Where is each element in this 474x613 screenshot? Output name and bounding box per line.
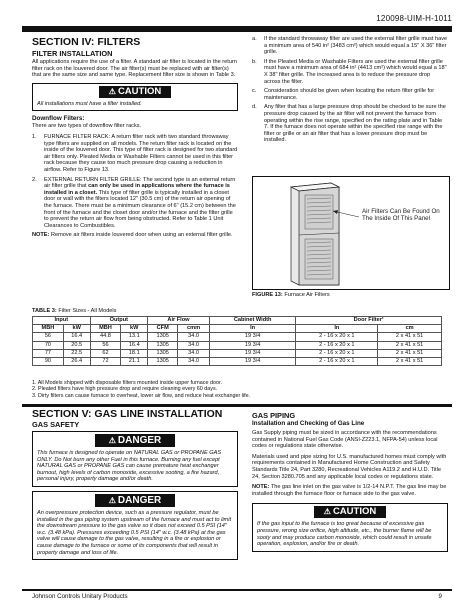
furnace-illustration bbox=[253, 177, 449, 289]
figure-callout: Air Filters Can Be Found On The Inside Of This Panel bbox=[362, 208, 440, 223]
column-header: In bbox=[296, 325, 378, 333]
column-header: MBH bbox=[90, 325, 121, 333]
table-cell: 26.4 bbox=[63, 357, 90, 365]
table-cell: 62 bbox=[90, 349, 121, 357]
note-label: NOTE: bbox=[32, 232, 50, 239]
danger-header bbox=[95, 434, 175, 447]
list-item bbox=[252, 59, 448, 85]
caution-box bbox=[32, 83, 238, 112]
figure-caption-label: FIGURE 13: bbox=[252, 292, 283, 298]
table-caption-text: Filter Sizes - All Models bbox=[58, 308, 117, 314]
section-rule bbox=[22, 404, 452, 407]
list-item-text: EXTERNAL RETURN FILTER GRILLE: The second type is an external return air filter grille that bbox=[44, 176, 236, 190]
column-header: MBH bbox=[33, 325, 64, 333]
danger-label: DANGER bbox=[117, 494, 162, 506]
list-letter: b. bbox=[252, 58, 257, 65]
danger-box bbox=[32, 431, 238, 487]
column-header: In bbox=[209, 325, 296, 333]
list-letter: d. bbox=[252, 104, 257, 111]
danger-text: This furnace is designed to operate on NATURAL GAS or PROPANE GAS ONLY. Do Not burn any other Fuel in this furnace. Burning any fuel except NATURAL GAS or PROPANE GAS can cause premature heat exchanger burnout, high levels of carbon monoxide, excessive sooting, a fire hazard, personal injury, property damage and/or death. bbox=[37, 450, 222, 483]
table-cell: 2 - 16 x 20 x 1 bbox=[296, 349, 378, 357]
table-cell: 22.5 bbox=[63, 349, 90, 357]
warning-triangle-icon: ⚠ bbox=[108, 495, 116, 505]
furnace-figure bbox=[252, 176, 450, 290]
warning-triangle-icon: ⚠ bbox=[323, 507, 331, 517]
table-cell: 2 x 41 x 51 bbox=[378, 333, 442, 341]
table-cell: 2 - 16 x 20 x 1 bbox=[296, 341, 378, 349]
list-item bbox=[32, 177, 238, 230]
warning-triangle-icon: ⚠ bbox=[108, 436, 116, 445]
table-cell: 19 3/4 bbox=[209, 341, 296, 349]
list-item bbox=[32, 134, 238, 174]
table-cell: 56 bbox=[33, 333, 64, 341]
table-note: 2. Pleated filters have high pressure drop and require cleaning every 60 days. bbox=[32, 386, 218, 393]
table-row bbox=[33, 341, 442, 349]
list-item-text: If the standard throwaway filter are used the external filter grille must have a minimum area of 540 in² (3483 cm²) which would equal a 15" X 36" filter grille. bbox=[264, 36, 448, 56]
table-sub-header-row bbox=[33, 325, 442, 333]
gas-safety-title: GAS SAFETY bbox=[32, 420, 80, 429]
list-number: 1. bbox=[32, 133, 37, 140]
grille-requirements bbox=[252, 36, 448, 147]
table-cell: 2 - 16 x 20 x 1 bbox=[296, 333, 378, 341]
table-cell: 56 bbox=[90, 341, 121, 349]
table-notes bbox=[32, 380, 432, 399]
table-cell: 21.1 bbox=[121, 357, 148, 365]
table-cell: 20.5 bbox=[63, 341, 90, 349]
danger-text: An overpressure protection device, such as a pressure regulator, must be installed in the gas piping system upstream of the furnace and must act to limit the downstream pressure to the gas valve so it does not exceed 0.5 PSI (14" w.c. (3.48 kPa). Pressures exceeding 0.5 PSI (14" w.c. (3.48 kPa) at the gas valve will cause damage to the gas valve, resulting in a fire or explosion or cause damage to the furnace or some of its components that will result in property damage and loss of life. bbox=[37, 509, 232, 556]
figure-caption bbox=[252, 292, 330, 298]
table-cell: 1305 bbox=[148, 333, 178, 341]
table-cell: 19 3/4 bbox=[209, 357, 296, 365]
caution-box bbox=[252, 503, 448, 551]
warning-triangle-icon: ⚠ bbox=[108, 86, 116, 96]
gas-piping-subtitle: Installation and Checking of Gas Line bbox=[252, 420, 365, 427]
table-cell: 19 3/4 bbox=[209, 333, 296, 341]
column-header: CFM bbox=[148, 325, 178, 333]
table-cell: 19 3/4 bbox=[209, 349, 296, 357]
table-cell: 2 x 41 x 51 bbox=[378, 341, 442, 349]
footer-rule bbox=[22, 589, 452, 591]
table-cell: 77 bbox=[33, 349, 64, 357]
list-item bbox=[252, 36, 448, 56]
table-cell: 70 bbox=[33, 341, 64, 349]
caution-text: If the gas input to the furnace is too great because of excessive gas pressure, wrong size orifice, high altitude, etc., the burner flame will be sooty and may produce carbon monoxide, which could result in unsafe operation, explosion, and/or fire or death. bbox=[257, 521, 432, 548]
list-item bbox=[252, 104, 448, 144]
list-letter: a. bbox=[252, 36, 257, 42]
table-caption bbox=[32, 308, 116, 314]
column-header: kW bbox=[121, 325, 148, 333]
table-cell: 13.1 bbox=[121, 333, 148, 341]
section-title: SECTION V: GAS LINE INSTALLATION bbox=[32, 408, 223, 420]
table-row bbox=[33, 357, 442, 365]
list-item-text: Consideration should be given when locating the return filter grille for maintenance. bbox=[264, 88, 435, 101]
column-header: cmm bbox=[178, 325, 210, 333]
grille-list bbox=[252, 36, 448, 144]
page-number: 9 bbox=[438, 593, 442, 600]
table-cell: 34.0 bbox=[178, 341, 210, 349]
caution-label: CAUTION bbox=[117, 85, 162, 97]
document-number: 120098-UIM-H-1011 bbox=[376, 14, 452, 23]
list-item-emphasis: can only be used in applications where the furnace is installed in a closet. bbox=[44, 183, 230, 196]
gas-piping-title: GAS PIPING bbox=[252, 411, 296, 420]
list-letter: c. bbox=[252, 88, 257, 95]
danger-header bbox=[95, 494, 175, 507]
figure-caption-text: Furnace Air Filters bbox=[284, 292, 330, 298]
table-cell: 90 bbox=[33, 357, 64, 365]
table-cell: 34.0 bbox=[178, 349, 210, 357]
table-cell: 1305 bbox=[148, 349, 178, 357]
table-group-header-row bbox=[33, 317, 442, 325]
table-row bbox=[33, 333, 442, 341]
list-item-text: FURNACE FILTER RACK: A return filter rack with two standard throwaway type filters are supplied on all models. The return filter rack is located on the inside of the louvered door. This type of filter rack is designed for two standard air filters only. Pleated Media or Washable Filters cannot be used in this filter rack because they cause too much pressure drop causing a reduction in airflow. Refer to Figure 13. bbox=[44, 133, 238, 173]
column-header: Output bbox=[90, 317, 148, 325]
table-cell: 2 - 16 x 20 x 1 bbox=[296, 357, 378, 365]
table-cell: 16.4 bbox=[63, 333, 90, 341]
table-note: 3. Dirty filters can cause furnace to overheat, lower air flow, and reduce heat exchanger life. bbox=[32, 392, 251, 399]
caution-text: All installations must have a filter installed. bbox=[37, 100, 142, 107]
table-cell: 44.8 bbox=[90, 333, 121, 341]
table-cell: 72 bbox=[90, 357, 121, 365]
danger-label: DANGER bbox=[117, 435, 162, 446]
downflow-title: Downflow Filters: bbox=[32, 115, 85, 123]
gas-piping-section bbox=[252, 408, 448, 556]
column-header: kW bbox=[63, 325, 90, 333]
column-header: Air Flow bbox=[148, 317, 210, 325]
caution-label: CAUTION bbox=[332, 506, 377, 518]
filters-section bbox=[32, 36, 238, 243]
gas-piping-paragraph: Gas Supply piping must be sized in accordance with the recommendations contained in National Fuel Gas Code (ANSI-Z223.1, NFPA-54) unless local codes or regulations state otherwise. bbox=[252, 430, 438, 450]
note-text: Remove air filters inside louvered door when using an external filter grille. bbox=[49, 232, 233, 239]
table-cell: 1305 bbox=[148, 341, 178, 349]
column-header: Door Filter¹ bbox=[296, 317, 442, 325]
footer-company: Johnson Controls Unitary Products bbox=[32, 593, 128, 600]
filter-size-table bbox=[32, 316, 442, 366]
header-rule bbox=[22, 26, 452, 32]
table-cell: 34.0 bbox=[178, 357, 210, 365]
list-item-text: If the Pleated Media or Washable Filters are used the external filter grille must have a minimum area of 684 in² (4413 cm²) which would equal a 18" X 38" filter grille. The increased area is to reduce the pressure drop across the filter. bbox=[264, 58, 447, 85]
filter-intro: All applications require the use of a filter. A standard air filter is located in the return filter rack on the louvered door. The air filter(s) must be replaced with air filter(s) that are the same size and same type. Replacement filter size is shown in Table 3. bbox=[32, 59, 237, 79]
table-cell: 2 x 41 x 51 bbox=[378, 349, 442, 357]
table-cell: 16.4 bbox=[121, 341, 148, 349]
table-cell: 18.1 bbox=[121, 349, 148, 357]
downflow-intro: There are two types of downflow filter racks. bbox=[32, 123, 142, 130]
table-caption-label: TABLE 3: bbox=[32, 308, 57, 314]
list-item-text: This type of filter grille is typically installed in a closet door or wall with the filters located 12" (30.5 cm) of the return air opening of the furnace. There must be a minimum clearance of 6" (15.2 cm) between the front of the furnace and the closet door and/or the furnace and the filter grille to prevent the return air flow from being obstructed. Refer to Table 1 Unit Clearances to Combustibles. bbox=[44, 189, 236, 229]
list-item bbox=[252, 88, 448, 101]
table-cell: 2 x 41 x 51 bbox=[378, 357, 442, 365]
column-header: Input bbox=[33, 317, 91, 325]
gas-piping-note bbox=[252, 484, 448, 497]
column-header: Cabinet Width bbox=[209, 317, 296, 325]
caution-header bbox=[314, 506, 386, 518]
section-title: SECTION IV: FILTERS bbox=[32, 36, 141, 48]
danger-box bbox=[32, 491, 238, 560]
list-number: 2. bbox=[32, 176, 37, 183]
filter-rack-list bbox=[32, 134, 238, 229]
column-header: cm bbox=[378, 325, 442, 333]
table-cell: 1305 bbox=[148, 357, 178, 365]
table-row bbox=[33, 349, 442, 357]
note-text: The gas line inlet on the gas valve is 1/2-14 N.P.T. The gas line may be installed through the furnace floor or furnace side to the gas valve. bbox=[252, 484, 447, 497]
list-item-text: Any filter that has a large pressure drop should be checked to be sure the pressure drop caused by the air filter will not prevent the furnace from operating within the rise range, specified on the rating plate and in Table 7. If the furnace does not operate within the specified rise range with the filter or grille or an air filter that has a lower pressure drop must be installed. bbox=[264, 104, 446, 144]
gas-line-section bbox=[32, 408, 238, 564]
filter-note bbox=[32, 232, 238, 239]
table-cell: 34.0 bbox=[178, 333, 210, 341]
table-note: 1. All Models shipped with disposable filters mounted inside upper furnace door. bbox=[32, 380, 222, 386]
caution-header bbox=[99, 86, 171, 98]
gas-piping-paragraph: Materials used and pipe sizing for U.S. manufactured homes must comply with requirements contained in Manufactured Home Construction and Safety Standards Title 24, Part 3280, Recreational Vehicles A119.2 and H.U.D. Title 24, Section 3280.705 and any applicable local codes or regulations state. bbox=[252, 453, 447, 480]
note-label: NOTE: bbox=[252, 484, 270, 491]
subsection-title: FILTER INSTALLATION bbox=[32, 49, 113, 58]
